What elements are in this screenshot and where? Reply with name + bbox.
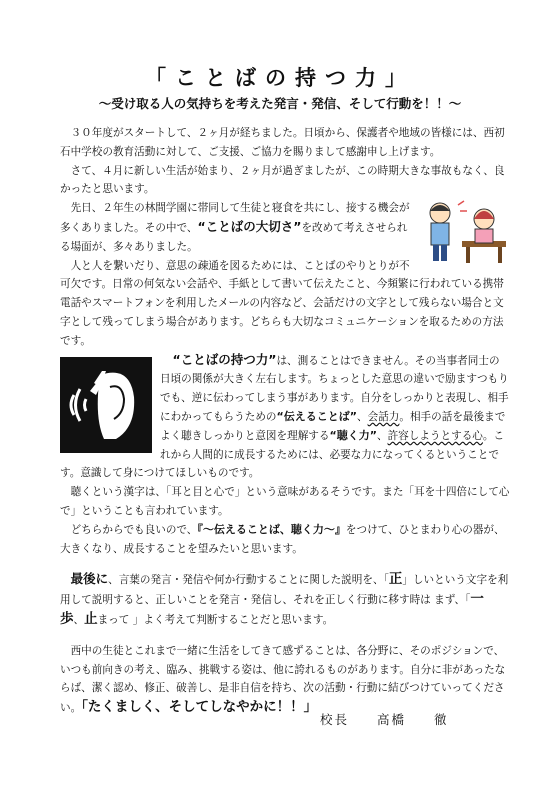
paragraph-kanji-listen: 聴くという漢字は、「耳と目と心で」という意味があるそうです。また「耳を十四倍にして心で」ということも言われています。 — [60, 486, 510, 517]
signature — [320, 710, 471, 728]
paragraph-new-term: さて、４月に新しい生活が始まり、２ヶ月が過ぎましたが、この時期大きな事故もなく、良かったと思います。 — [60, 164, 505, 196]
paragraph-correct: 最後に、言葉の発言・発信や何か行動することに関した説明を、「正」しいという文字を利用して説明すると、正しいことを発言・発信し、それを正しく行動に移す時は まず、「一 歩、止まって 」よく考えて判断することだと思います。 — [60, 571, 509, 627]
listening-ear-illustration — [60, 357, 152, 453]
document-subtitle: ～受け取る人の気持ちを考えた発言・発信、そして行動を！！～ — [98, 96, 462, 111]
paragraph-power-of-words: “ことばの持つ力”は、測ることはできません。その当事者同士の日頃の関係が大きく左右します。ちょっとした意思の違いで励ますつもりでも、逆に伝わってしまう事があります。自分をしっかりと表現し、相手にわかってもらうための“伝えることば”、会話力。相手の話を最後までよく聴きしっかりと意図を理解する“聴く力”、許容しようとする心。これから人間的に成長するためには、必要な力になってくるということです。意識して身につけてほしいものです。 — [60, 351, 509, 480]
paragraph-closing: 西中の生徒とこれまで一緒に生活をしてきて感ずることは、各分野に、そのポジションで、いつも前向きの考え、臨み、挑戦する姿は、他に誇れるものがあります。自分に非があったならば、潔く認め、修正、破善し、是非自信を持ち、次の活動・行動に結びつけていってください。「たくましく、そしてしなやかに！！」 — [60, 644, 506, 716]
paragraph-communication: 人と人を繋いだり、意思の疎通を図るためには、ことばのやりとりが不可欠です。日常の何気ない会話や、手紙として書いて伝えたこと、今頻繁に行われている携帯電話やスマートフォンを利用したメールの内容など、会話だけの文字として残らない場合と文字として残ってしまう場合があります。どちらも大切なコミュニケーションを取るための方法です。 — [60, 259, 504, 347]
main-body — [60, 124, 510, 718]
students-talking-illustration — [418, 197, 510, 265]
paragraph-greeting: ３０年度がスタートして、２ヶ月が経ちました。日頃から、保護者や地域の皆様には、西初石中学校の教育活動に対して、ご支援、ご協力を賜りまして感謝申し上げます。 — [60, 127, 505, 158]
document-title: 「ことばの持つ力」 — [145, 66, 415, 90]
paragraph-growth: どちらからでも良いので、『～伝えることば、聴く力～』をつけて、ひとまわり心の器が、大きくなり、成長することを望みたいと思います。 — [60, 522, 505, 555]
paragraph-camp: 先日、２年生の林間学園に帯同して生徒と寝食を共にし、接する機会が多くありました。その中で、“ことばの大切さ”を改めて考えさせられる場面が、多々ありました。 — [60, 199, 510, 256]
signature-given: 徹 — [434, 712, 449, 727]
signature-surname: 高橋 — [377, 712, 407, 727]
signature-role: 校長 — [320, 712, 350, 727]
